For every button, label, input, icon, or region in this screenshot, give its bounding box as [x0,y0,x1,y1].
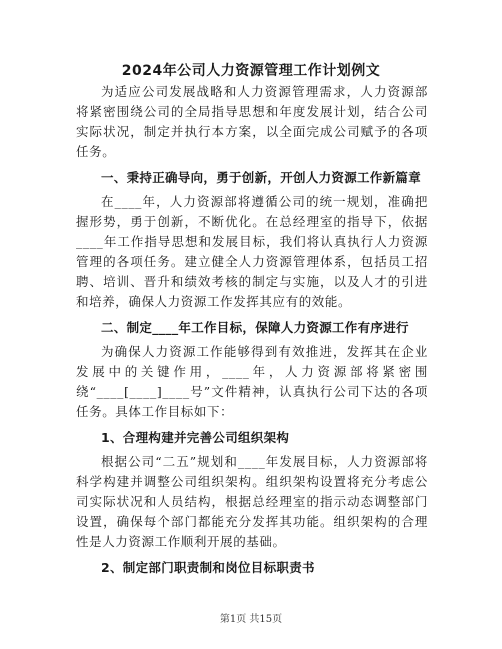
subsection-heading-2: 2、制定部门职责制和岗位目标职责书 [101,560,315,575]
section-heading-1: 一、秉持正确导向，勇于创新，开创人力资源工作新篇章 [101,170,422,185]
document-title: 2024年公司人力资源管理工作计划例文 [121,63,381,79]
section-2-paragraph: 为确保人力资源工作能够得到有效推进，发挥其在企业发展中的关键作用，____年，人力资源部将紧密围绕“____[____]____号”文件精神，认真执行公司下达的各项任务。具体工作目标如下： [76,344,428,419]
subsection-1-paragraph: 根据公司“二五”规划和____年发展目标，人力资源部将科学构建并调整公司组织架构。组织架构设置将充分考虑公司实际状况和人员结构，根据总经理室的指示动态调整部门设置，确保每个部门都能充分发挥其功能。组织架构的合理性是人力资源工作顺利开展的基础。 [76,454,428,549]
intro-paragraph: 为适应公司发展战略和人力资源管理需求，人力资源部将紧密围绕公司的全局指导思想和年度发展计划，结合公司实际状况，制定并执行本方案，以全面完成公司赋予的各项任务。 [76,84,428,159]
section-1-paragraph: 在____年，人力资源部将遵循公司的统一规划，准确把握形势，勇于创新，不断优化。在总经理室的指导下，依据____年工作指导思想和发展目标，我们将认真执行人力资源管理的各项任务。建立健全人力资源管理体系，包括员工招聘、培训、晋升和绩效考核的制定与实施，以及人才的引进和培养，确保人力资源工作发挥其应有的效能。 [76,194,428,309]
section-heading-2: 二、制定____年工作目标，保障人力资源工作有序进行 [101,320,409,335]
subsection-heading-1: 1、合理构建并完善公司组织架构 [101,430,290,445]
document-body [76,82,428,582]
page-number-footer: 第1页 共15页 [219,614,283,625]
